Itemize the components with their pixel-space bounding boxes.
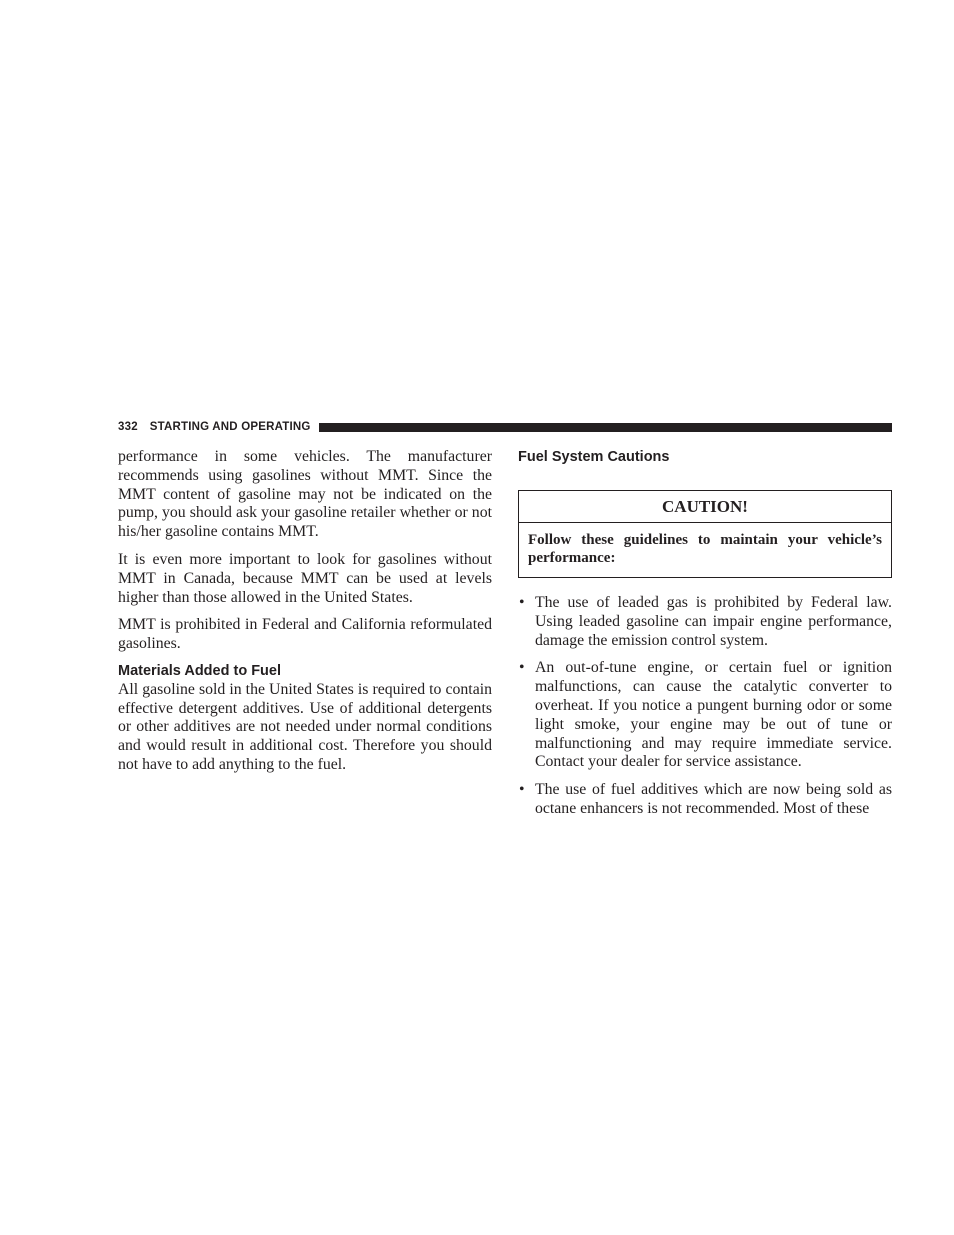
bullet-icon: •: [519, 593, 525, 611]
bullet-text-additives: The use of fuel additives which are now being sold as octane enhancers is not recommended. Most of these: [535, 781, 892, 817]
caution-box: [518, 490, 892, 578]
paragraph-mmt-canada: It is even more important to look for gasolines without MMT in Canada, because MMT can be used at levels higher than those allowed in the United States.: [118, 550, 492, 606]
paragraph-materials: All gasoline sold in the United States is required to contain effective detergent additives. Use of additional detergents or other additives are not needed under normal conditions and would result in additional cost. Therefore you should not have to add anything to the fuel.: [118, 680, 492, 773]
caution-text: Follow these guidelines to maintain your vehicle’s performance:: [528, 531, 882, 567]
caution-bullet-list: [518, 594, 892, 819]
list-item: [518, 659, 892, 772]
fuel-system-cautions-heading: Fuel System Cautions: [518, 449, 670, 465]
left-column: [118, 448, 492, 775]
section-title: STARTING AND OPERATING: [149, 421, 311, 433]
bullet-text-out-of-tune: An out-of-tune engine, or certain fuel or ignition malfunctions, can cause the catalytic converter to overheat. If you notice a pungent burning odor or some light smoke, your engine may be out of tune or malfunctioning and may require immediate service. Contact your dealer for service assistance.: [535, 659, 892, 771]
right-column: [518, 448, 892, 819]
caution-title: CAUTION!: [519, 491, 891, 523]
bullet-text-leaded-gas: The use of leaded gas is prohibited by Federal law. Using leaded gasoline can impair engine performance, damage the emission control system.: [535, 593, 892, 649]
bullet-icon: •: [519, 659, 525, 677]
materials-heading: Materials Added to Fuel: [118, 662, 282, 679]
page-number: 332: [118, 421, 138, 433]
list-item: [518, 594, 892, 650]
header-rule: [319, 423, 892, 432]
page-header: [118, 419, 892, 435]
list-item: [518, 781, 892, 819]
paragraph-mmt-prohibited: MMT is prohibited in Federal and California reformulated gasolines.: [118, 616, 492, 653]
bullet-icon: •: [519, 781, 525, 799]
paragraph-mmt-performance: performance in some vehicles. The manufacturer recommends using gasolines without MMT. Since the MMT content of gasoline may not be indicated on the pump, you should ask your gasoline retailer whether or not his/her gasoline contains MMT.: [118, 448, 492, 541]
